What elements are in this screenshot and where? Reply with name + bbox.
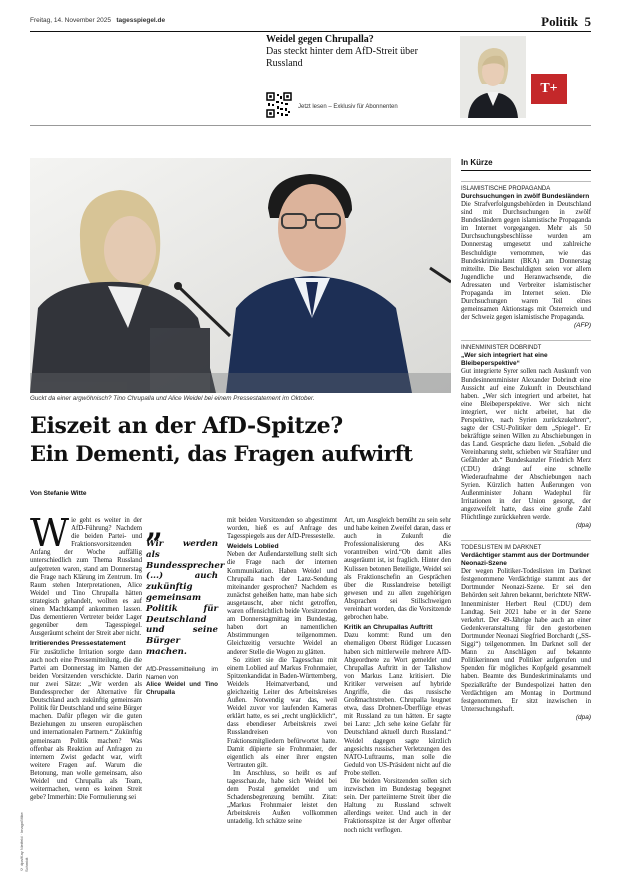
article-byline: Von Stefanie Witte bbox=[30, 490, 87, 497]
teaser-box[interactable] bbox=[266, 34, 446, 70]
article-paragraph: Dazu kommt: Rund um den ehemaligen Oberst Rüdiger Lucassen haben sich mittlerweile mehrere AfD-Abgeordnete zu Wort gemeldet und Chrupallas Auftritt in der Talkshow von Markus Lanz kritisiert. Die Kritiker verweisen auf hybride Angriffe, die das russische Großmachtstreben. Chrupalla leugnet etwa, dass Drohnen-Überflüge etwas mit Russland zu tun hätten. Er sagte bei Lanz: „Ich sehe keine Gefahr für Deutschland aktuell durch Russland.“ Weidel dagegen sagte kürzlich angesichts russischer Verletzungen des NATO-Luftraums, man solle die Geduld von US-Präsident nicht auf die Probe stellen. bbox=[344, 632, 451, 777]
page-header bbox=[30, 14, 591, 30]
brief-headline: Durchsuchungen in zwölf Bundesländern bbox=[461, 193, 590, 200]
article-photo bbox=[30, 158, 451, 393]
pull-quote bbox=[146, 510, 225, 697]
quote-text: Wir werden als Bundessprecher (...) auch zukünftig gemeinsam Politik für Deutschland und seine Bürger machen. bbox=[146, 539, 225, 657]
article-intro bbox=[30, 517, 142, 638]
brief-kicker: ISLAMISTISCHE PROPAGANDA bbox=[461, 181, 591, 193]
subheading-kritik: Kritik an Chrupallas Auftritt bbox=[344, 624, 433, 632]
brief-source: (dpa) bbox=[575, 713, 591, 721]
brief-headline: Verdächtiger stammt aus der Dortmunder Neonazi-Szene bbox=[461, 552, 590, 568]
brief-body: Die Strafverfolgungsbehörden in Deutschland sind mit Durchsuchungen in zwölf Bundesländern gegen islamistische Propaganda im Internet vorgegangen. Mehr als 50 Durchsuchungsbeschlüsse wurden am Donnerstag umgesetzt und zahlreiche Beschuldigte vernommen, wie das Bundeskriminalamt (BKA) am Donnerstag mitteilte. Die Beschuldigten seien vor allem Jugendliche und Heranwachsende, die Adressaten und Verbreiter islamistischer Propaganda im Internet seien. Die Durchsuchungen waren Teil eines gemeinsamen Aktionstags mit Österreich und der Schweiz gegen islamistische Propaganda. bbox=[461, 201, 591, 322]
brief-source: (AFP) bbox=[574, 322, 591, 330]
article-paragraph: Im Anschluss, so heißt es auf tagesschau.de, habe sich Weidel bei dem Postal gemeldet und um Schadensbegrenzung bemüht. Zitat: „Markus Frohnmaier leistet den Arbeitskreis Außen vollkommen untadelig. Ich schätze seine bbox=[227, 769, 337, 826]
brief-kicker: INNENMINISTER DOBRINDT bbox=[461, 340, 591, 352]
article-subheadline: Ein Dementi, das Fragen aufwirft bbox=[30, 441, 413, 466]
article-intro-text: ie geht es weiter in der AfD-Führung? Nachdem die beiden Partei- und Fraktionsvorsitzenden Anfang der Woche auffällig unterschiedlich zum Thema Russland aufgetreten waren, stand am Donnerstag die Frage nach Klärung im Zentrum. Im Raum stehen Interpretationen, Alice Weidel und Tino Chrupalla hätten strategisch gehandelt, wollten es auf einen Machtkampf ankommen lassen. Das dementieren Vertreter beider Lager gegenüber dem Tagesspiegel. Ausgeräumt scheint der Streit aber nicht. bbox=[30, 517, 142, 638]
brief-kicker: TODESLISTEN IM DARKNET bbox=[461, 540, 591, 552]
brief-headline: „Wer sich integriert hat eine Bleibeperspektive“ bbox=[461, 352, 548, 368]
page-number: 5 bbox=[584, 14, 591, 29]
teaser-cta[interactable]: Jetzt lesen – Exklusiv für Abonnenten bbox=[298, 104, 398, 110]
sidebar-title: In Kürze bbox=[461, 158, 591, 171]
section-name: Politik bbox=[541, 14, 578, 29]
article-column-1 bbox=[30, 517, 142, 839]
article-paragraph: Neben der Außendarstellung stellt sich die Frage nach der internen Kommunikation. Haben Weidel und Chrupalla nach der Lanz-Sendung miteinander gesprochen? Nachdem es zunächst geheißen hatte, man habe sich ausgetauscht, aber nicht getroffen, waren offensichtlich beide Vorsitzenden am Donnerstagmittag im Bundestag, haben dort an namentlichen Abstimmungen teilgenommen. Gleichzeitig versuchte Weidel an anderer Stelle die Wogen zu glätten. bbox=[227, 551, 337, 656]
issue-date: Freitag, 14. November 2025 bbox=[30, 17, 111, 24]
news-brief-sidebar bbox=[461, 158, 591, 722]
quote-mark: „ bbox=[146, 510, 164, 545]
header-rule-lower bbox=[30, 125, 591, 126]
photo-credit: © dpa/Kay Nietfeld · Imago/Mike Schmidt bbox=[19, 812, 29, 872]
section-heading bbox=[541, 14, 591, 30]
article-headline: Eiszeit an der AfD-Spitze? bbox=[30, 413, 343, 439]
subheading-loblied: Weidels Loblied bbox=[227, 543, 279, 551]
header-rule bbox=[30, 31, 591, 32]
article-column-4 bbox=[344, 517, 451, 853]
photo-caption: Guckt da einer argwöhnisch? Tino Chrupalla und Alice Weidel bei einem Pressestatement im Oktober. bbox=[30, 395, 315, 402]
tplus-badge[interactable]: T+ bbox=[531, 74, 567, 104]
article-paragraph: Für zusätzliche Irritation sorgte dann auch noch eine Pressemitteilung, die die Partei am Donnerstag im Namen der beiden Vorsitzenden verschickte. Darin nur zwei Sätze: „Wir werden als Bundessprecher der Alternative für Deutschland auch zukünftig gemeinsam Politik für Deutschland und seine Bürger machen. Dafür pflegen wir die guten Beziehungen zu unseren europäischen und internationalen Partnern.“ Zukünftig gemeinsam Politik machen? Was offenbar als Reaktion auf Anfragen zu internem Zwist gedacht war, wirft weitere Fragen auf. Warum die Betonung, man wolle gemeinsam, also Weidel und Chrupalla als Team, weitermachen, wenn es keinen Streit gebe? Immerhin: Die Formulierung sei bbox=[30, 648, 142, 802]
article-column-3 bbox=[227, 517, 337, 847]
brief-source: (dpa) bbox=[575, 522, 591, 530]
brief-body: Der wegen Politiker-Todeslisten im Darknet festgenommene Verdächtige stammt aus der Dortmunder Neonazi-Szene. Er sei den Behörden seit Jahren bekannt, berichtete NRW-Innenminister Herbert Reul (CDU) dem Landtag. Seit 2021 habe er in der Szene verkehrt. Der 49-Jährige habe auch an einer Gedenkveranstaltung für den gestorbenen Dortmunder Neonazi Siegfried Borchardt („SS-Siggi“) teilgenommen. Im Darknet soll der Mann zu Anschlägen auf bekannte Politikerinnen und Politiker aufgerufen und Spenden für mögliches Kopfgeld gesammelt haben. Beamte des Bundeskriminalamts und Spezialkräfte der Bundespolizei hatten den Verdächtigen am Montag in Dortmund festgenommen. Er sitzt inzwischen in Untersuchungshaft. bbox=[461, 568, 591, 713]
site-name: tagesspiegel.de bbox=[116, 17, 166, 24]
quote-source-line: AfD-Pressemitteilung im Namen von bbox=[146, 665, 218, 681]
news-brief-item bbox=[461, 340, 591, 530]
news-brief-item bbox=[461, 540, 591, 722]
brief-body: Gut integrierte Syrer sollen nach Auskunft von Bundesinnenminister Alexander Dobrindt eine Aussicht auf eine Zukunft in Deutschland haben. „Wer sich integriert und arbeitet, hat eine Bleibeperspektive. Wer sich nicht integriert, wer nicht arbeitet, hat die Perspektive, nach Syrien zurückzukehren“, sagte der CSU-Politiker dem „Spiegel“. Er bekräftigte seinen Willen zu Abschiebungen in das Land. Gespräche dazu liefen. „Sobald die Vereinbarung steht, schieben wir Straftäter und Gefährder ab.“ Bundeskanzler Friedrich Merz (CDU) drängt auf eine schnelle Wiederaufnahme der Abschiebungen nach Syrien. Kürzlich hatten Äußerungen von Außenminister Johann Wadephul für Irritationen in der Union gesorgt, der angezweifelt hatte, dass eine große Zahl Flüchtlinge zurückkehren werde. bbox=[461, 368, 591, 522]
article-paragraph: So zitiert sie die Tagesschau mit einem Loblied auf Markus Frohnmaier, Spitzenkandidat in Baden-Württemberg, Weidels Heimatverband, und gleichzeitig Leiter des Arbeitskreises Außen. Notwendig war das, weil Weidel zuvor vor laufenden Kameras erklärt hatte, es sei „recht unglücklich“, dass ebendieser Arbeitskreis zwei Russlandreisen von Fraktionsmitgliedern befürwortet hatte. Damit düpierte sie Frohnmaier, der eigentlich als einer ihrer engsten Vertrauten gilt. bbox=[227, 656, 337, 769]
article-paragraph: Art, um Ausgleich bemüht zu sein sehr und habe keinen Zweifel daran, dass er auch in Zukunft die Professionalisierung des AKs vorantreiben wird.“Ob damit alles ausgeräumt ist, ist fraglich. Hinter den Kulissen betonen Beteiligte, Weidel sei als Fraktionschefin an Gesprächen über die Russlandreise beteiligt gewesen und zu allen zugehörigen Absprachen sei Stillschweigen vereinbart worden, das die Vorsitzende gebrochen habe. bbox=[344, 517, 451, 622]
drop-cap: W bbox=[30, 517, 70, 555]
teaser-portrait bbox=[460, 36, 526, 118]
issue-date-line bbox=[30, 17, 165, 24]
article-paragraph: mit beiden Vorsitzenden so abgestimmt worden, hieß es auf Anfrage des Tagesspiegels aus der AfD-Pressestelle. bbox=[227, 517, 337, 541]
article-paragraph: Die beiden Vorsitzenden sollen sich inzwischen im Bundestag begegnet sein. Der parteiinterne Streit über die Haltung zu Russland schwelt allerdings weiter. Und auch in der Fraktionsspitze ist der Ärger offenbar noch nicht verflogen. bbox=[344, 778, 451, 834]
subheading-pressestatement: Irritierendes Pressestatement bbox=[30, 640, 126, 648]
teaser-subtitle: Das steckt hinter dem AfD-Streit über Russland bbox=[266, 46, 418, 69]
quote-source bbox=[146, 666, 218, 697]
news-brief-item bbox=[461, 181, 591, 330]
teaser-title[interactable]: Weidel gegen Chrupalla? bbox=[266, 34, 374, 45]
quote-source-names: Alice Weidel und Tino Chrupalla bbox=[146, 681, 218, 697]
qr-code-icon[interactable] bbox=[266, 92, 292, 118]
